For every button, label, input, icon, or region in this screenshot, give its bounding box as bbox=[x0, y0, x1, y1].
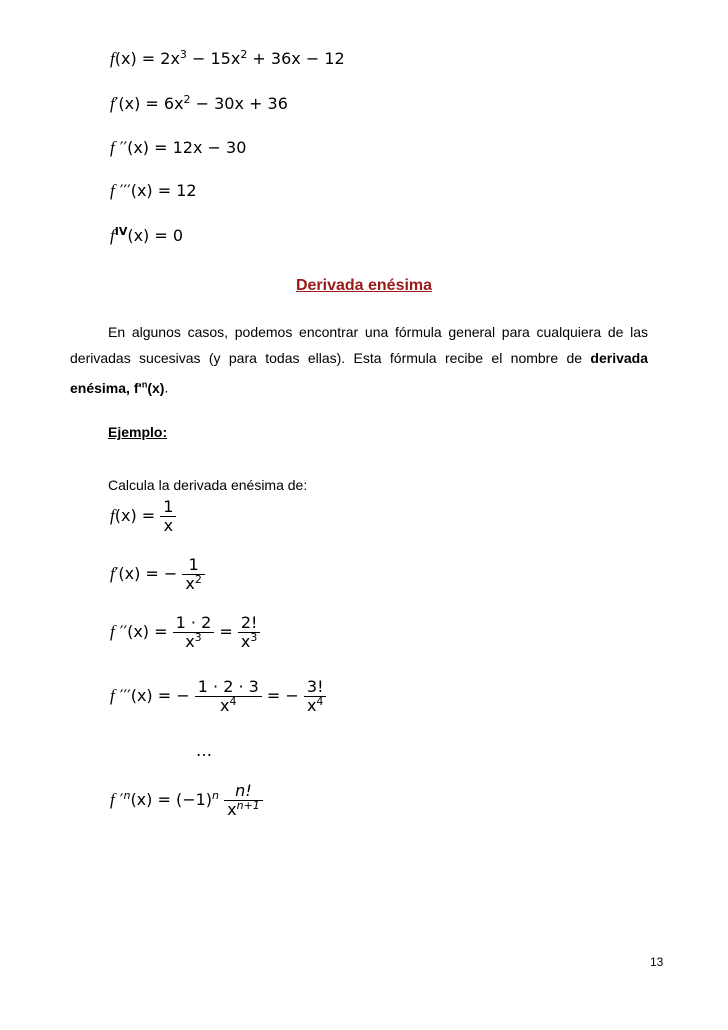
example-f-nth: f $'^n(x) = (-1)^n$ $\frac{n!}{x^{n+1}}$ bbox=[110, 782, 263, 819]
equation-f: $f(x) = 2x^3 - 15x^2 + 36x - 12$ bbox=[110, 48, 345, 68]
equation-f-prime: $f'(x) = 6x^2 - 30x + 36$ bbox=[110, 93, 288, 113]
fraction: $\frac{1 \cdot 2}{x^3}$ bbox=[173, 614, 215, 651]
section-heading: Derivada enésima bbox=[295, 277, 433, 294]
fraction: $\frac{1 \cdot 2 \cdot 3}{x^4}$ bbox=[195, 678, 262, 715]
equation-f-third: f ′′′(x) = 12 bbox=[110, 181, 197, 200]
intro-paragraph: En algunos casos, podemos encontrar una fórmula general para cualquiera de las derivadas sucesivas (y para todas ellas). Esta fórmula recibe el nombre de derivada enésima, $f'^n(x)$. bbox=[70, 324, 648, 396]
equation-f-second: f ′′(x) = 12x − 30 bbox=[110, 138, 247, 157]
fraction: $\frac{1}{x}$ bbox=[160, 498, 176, 535]
fraction: $\frac{3!}{x^4}$ bbox=[304, 678, 327, 715]
fraction: $\frac{n!}{x^{n+1}}$ bbox=[224, 782, 263, 819]
ellipsis: … bbox=[196, 741, 212, 760]
example-instruction: Calcula la derivada enésima de: bbox=[108, 477, 308, 493]
fraction: $\frac{2!}{x^3}$ bbox=[238, 614, 261, 651]
example-f-second: f ′′(x) = $\frac{1 \cdot 2}{x^3}$ = $\frac{2!}{x^3}$ bbox=[110, 614, 260, 651]
equation-f-fourth: $f^{IV}(x) = 0$ bbox=[110, 225, 184, 245]
page-number: 13 bbox=[650, 955, 664, 969]
example-label: Ejemplo: bbox=[108, 424, 168, 440]
example-f-third: f ′′′(x) = − $\frac{1 \cdot 2 \cdot 3}{x^4}$ = − $\frac{3!}{x^4}$ bbox=[110, 678, 326, 715]
example-f-prime: f′(x) = − $\frac{1}{x^2}$ bbox=[110, 556, 205, 593]
example-f: f(x) = $\frac{1}{x}$ bbox=[110, 498, 176, 535]
fraction: $\frac{1}{x^2}$ bbox=[182, 556, 204, 593]
